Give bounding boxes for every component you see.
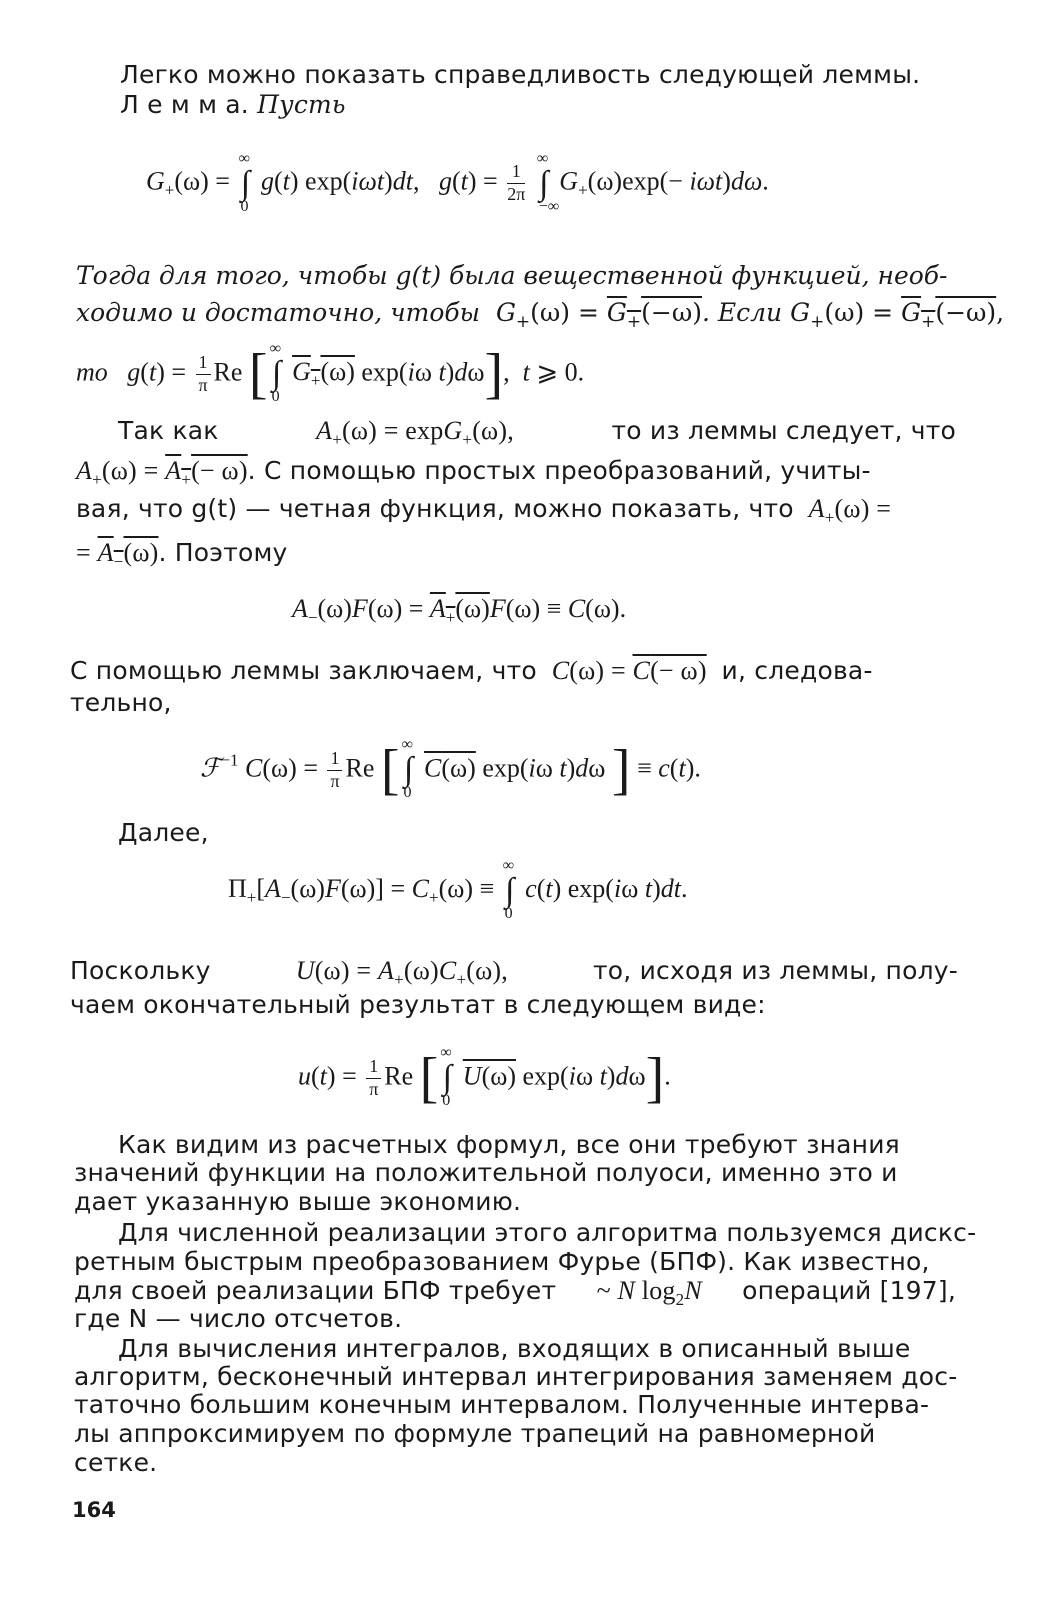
text-line [74,1249,956,1274]
text-span: значений функции на положительной полуоси, именно это и [74,1158,898,1187]
text-line: где N — число отсчетов. [74,1304,403,1333]
text-span: Как видим из расчетных формул, все они требуют знания [118,1130,900,1159]
lemma-line: ходимо и достаточно, чтобы $G_+(\omega) = G_+(-\omega)$. Если $G_+(\omega) = G_+(-\omega)$, [76,298,1005,332]
text-span: . Поэтому [158,538,288,567]
text-line [74,1421,956,1446]
lemma-line [76,263,956,288]
text-line: Так как $A_+(\omega) = \exp G_+(\omega)$, то из леммы следует, что [118,416,956,449]
lemma-word: Пусть [257,90,346,119]
text-line: Поскольку $U(\omega) = A_+(\omega)C_+(\omega)$, то, исходя из леммы, полу- [70,956,958,989]
text-span: операций [197], [742,1276,956,1305]
text-span: ретным быстрым преобразованием Фурье (БПФ). Как известно, [74,1247,930,1276]
equation-4: ℱ$^{-1}$ C(ω) = $\frac{1}{\pi}$ Re [ ∫ ∞ 0 C(ω) exp(iω t)dω ] ≡ c(t). [200,736,701,802]
text-span: лы аппроксимируем по формуле трапеций на равномерной [74,1419,876,1448]
text-line: сетке. [74,1448,158,1477]
text-line: = $A_-(\omega)$. Поэтому [76,538,288,571]
lemma-text: то [76,357,108,387]
text-span: алгоритм, бесконечный интервал интегрирования заменяем дос- [74,1362,958,1391]
text-span: Так как [118,416,219,445]
text-line: тельно, [70,688,172,717]
lemma-text: Тогда для того, чтобы g(t) была вещественной функцией, необ- [76,261,948,290]
text-line: для своей реализации БПФ требует ~ N $\log_2N$ операций [197], [74,1276,956,1309]
equation-6: u(t) = $\frac{1}{\pi}$ Re [ ∫ ∞ 0 U(ω) exp(iω t)dω]. [298,1044,671,1110]
page-number: 164 [72,1498,116,1522]
text-span: для своей реализации БПФ требует [74,1276,557,1305]
text-line: вая, что g(t) — четная функция, можно показать, что $A_+(\omega)$ = [76,494,892,527]
text-line: Далее, [118,818,209,847]
text-line [118,1132,956,1157]
equation-5: $\Pi_+[A_-(\omega)F(\omega)] = C_+(\omega)$ ≡ ∫ ∞ 0 c(t) exp(iω t)dt. [228,857,688,922]
text-span: таточно большим конечным интервалом. Полученные интерва- [74,1390,930,1419]
text-span: то, исходя из леммы, полу- [593,956,958,985]
text-span: вая, что g(t) — четная функция, можно показать, что [76,494,794,523]
text-line: $A_+(\omega) = A_+(- \omega)$. С помощью простых преобразований, учиты- [76,456,871,489]
text-span: Поскольку [70,956,211,985]
text-span: и, следова- [721,656,873,685]
text-span: то из леммы следует, что [611,416,956,445]
lemma-label: Л е м м а. [120,90,249,119]
text-line: дает указанную выше экономию. [74,1187,522,1216]
equation-1: $G_+(\omega)$ = ∫ ∞ 0 g(t) exp(iωt)dt, g(t) = $\frac{1}{2\pi}$ ∫ ∞ −∞ $G_+(\omega)\exp(- i\omega t)d\omega$. [146,149,769,215]
lemma-text: ходимо и достаточно, чтобы [76,298,481,327]
lemma-text: . Если [701,298,783,327]
text-line: чаем окончательный результат в следующем виде: [70,990,766,1019]
text-line [118,1218,977,1247]
text-line [118,1336,956,1361]
text-line [74,1364,956,1389]
text-line [74,1160,956,1185]
text-line: Легко можно показать справедливость следующей леммы. [120,60,921,89]
text-line [74,1392,956,1417]
text-span: . С помощью простых преобразований, учиты- [247,456,871,485]
text-span: Для вычисления интегралов, входящих в описанный выше [118,1334,911,1363]
text-line [120,92,346,117]
text-span: Для численной реализации этого алгоритма пользуемся дискс- [118,1218,977,1247]
equation-2: то g(t) = $\frac{1}{\pi}$ Re [ ∫ ∞ 0 $G_+(\omega)$ exp(iω t)dω], t ⩾ 0. [76,340,585,406]
equation-3: $A_-(\omega)F(\omega) = A_+(\omega)F(\omega) \equiv C(\omega)$. [292,594,627,627]
text-span: С помощью леммы заключаем, что [70,656,537,685]
text-line: С помощью леммы заключаем, что C(ω) = C(− ω) и, следова- [70,656,873,685]
